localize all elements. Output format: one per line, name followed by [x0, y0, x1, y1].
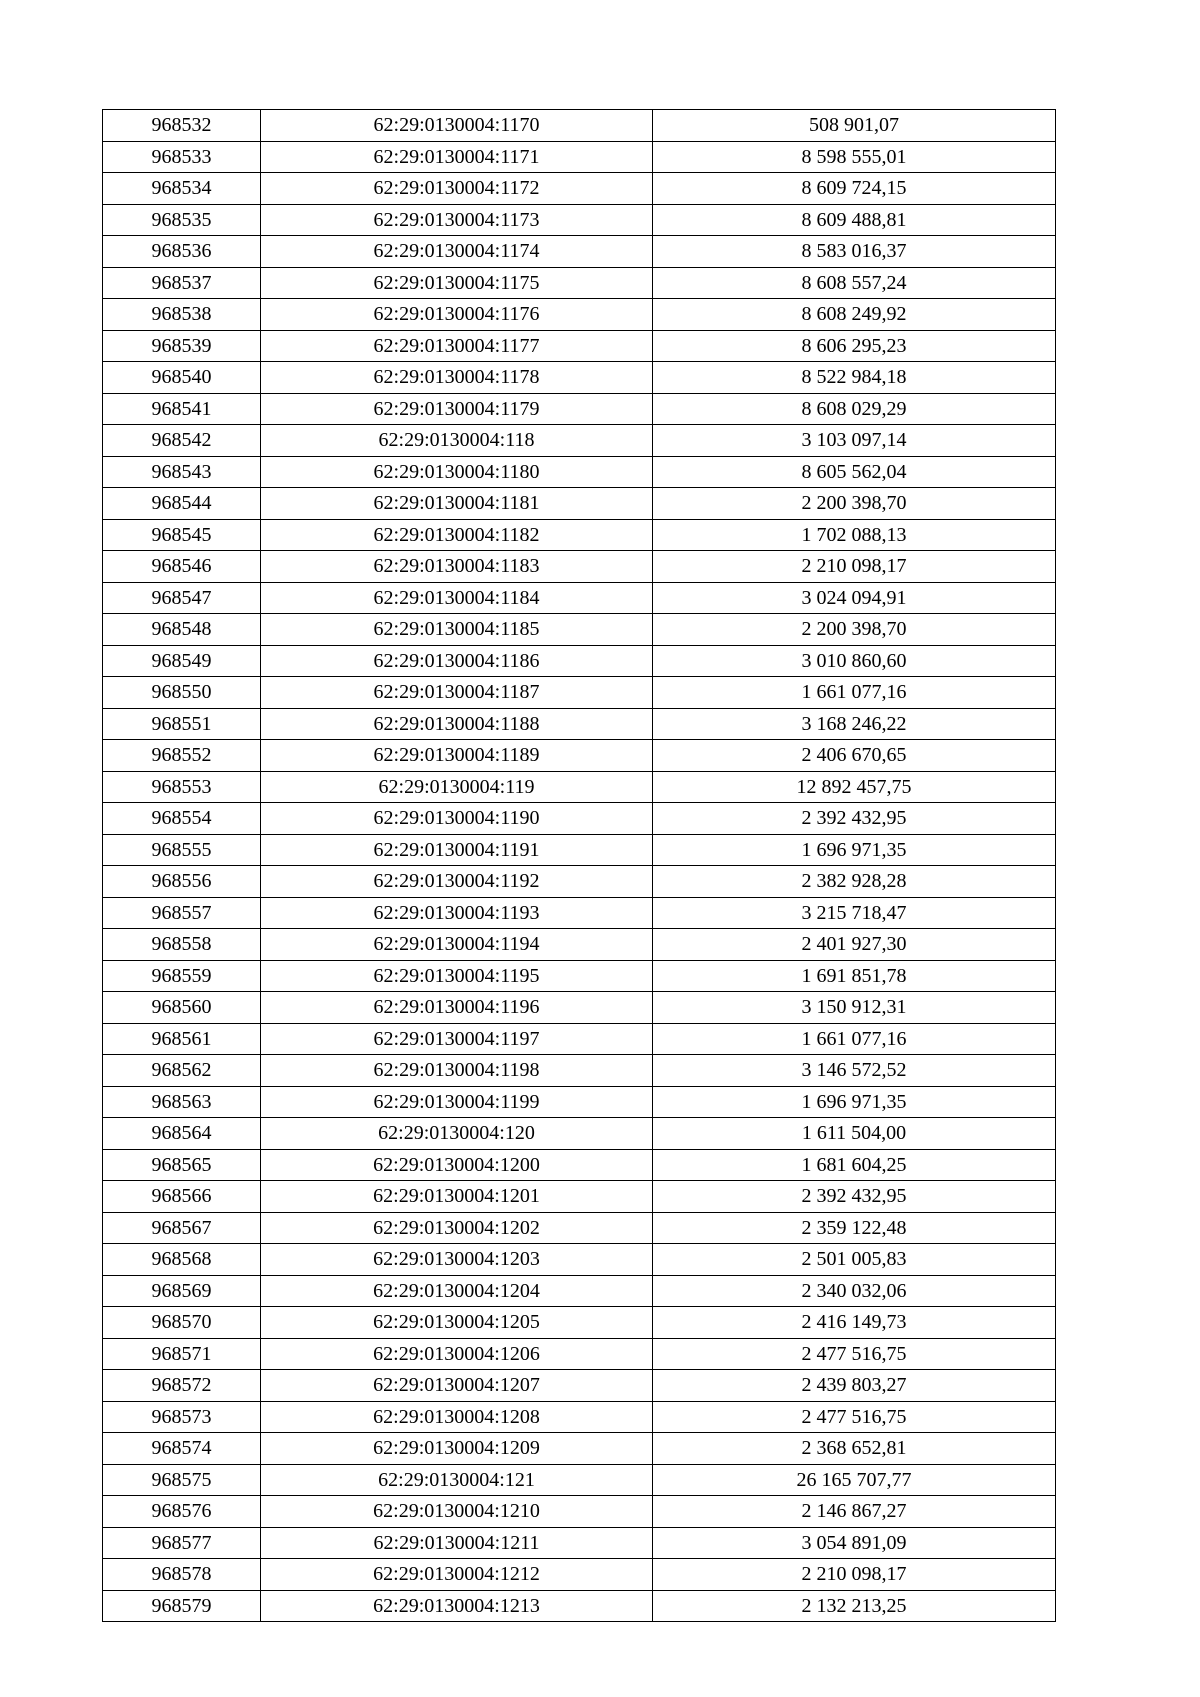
cadastral-number-cell: 62:29:0130004:1183 — [261, 551, 653, 583]
table-row — [103, 1496, 1056, 1528]
row-number-cell: 968539 — [103, 330, 261, 362]
value-cell: 8 608 029,29 — [653, 393, 1056, 425]
table-row — [103, 204, 1056, 236]
row-number-cell: 968575 — [103, 1464, 261, 1496]
table-row — [103, 1149, 1056, 1181]
table-row — [103, 929, 1056, 961]
row-number-cell: 968537 — [103, 267, 261, 299]
cadastral-number-cell: 62:29:0130004:1204 — [261, 1275, 653, 1307]
table-row — [103, 740, 1056, 772]
row-number-cell: 968533 — [103, 141, 261, 173]
cadastral-number-cell: 62:29:0130004:1185 — [261, 614, 653, 646]
table-row — [103, 110, 1056, 142]
cadastral-number-cell: 62:29:0130004:1179 — [261, 393, 653, 425]
cadastral-number-cell: 62:29:0130004:1181 — [261, 488, 653, 520]
row-number-cell: 968565 — [103, 1149, 261, 1181]
row-number-cell: 968566 — [103, 1181, 261, 1213]
value-cell: 3 215 718,47 — [653, 897, 1056, 929]
row-number-cell: 968541 — [103, 393, 261, 425]
value-cell: 26 165 707,77 — [653, 1464, 1056, 1496]
value-cell: 2 416 149,73 — [653, 1307, 1056, 1339]
row-number-cell: 968552 — [103, 740, 261, 772]
table-row — [103, 551, 1056, 583]
table-row — [103, 267, 1056, 299]
row-number-cell: 968532 — [103, 110, 261, 142]
table-row — [103, 992, 1056, 1024]
value-cell: 1 611 504,00 — [653, 1118, 1056, 1150]
table-row — [103, 897, 1056, 929]
row-number-cell: 968545 — [103, 519, 261, 551]
row-number-cell: 968549 — [103, 645, 261, 677]
value-cell: 8 605 562,04 — [653, 456, 1056, 488]
value-cell: 2 501 005,83 — [653, 1244, 1056, 1276]
value-cell: 2 401 927,30 — [653, 929, 1056, 961]
row-number-cell: 968559 — [103, 960, 261, 992]
cadastral-number-cell: 62:29:0130004:1194 — [261, 929, 653, 961]
row-number-cell: 968573 — [103, 1401, 261, 1433]
table-row — [103, 393, 1056, 425]
cadastral-number-cell: 62:29:0130004:1213 — [261, 1590, 653, 1622]
table-row — [103, 141, 1056, 173]
value-cell: 8 609 724,15 — [653, 173, 1056, 205]
value-cell: 8 608 557,24 — [653, 267, 1056, 299]
table-row — [103, 488, 1056, 520]
row-number-cell: 968563 — [103, 1086, 261, 1118]
value-cell: 8 608 249,92 — [653, 299, 1056, 331]
cadastral-number-cell: 62:29:0130004:1188 — [261, 708, 653, 740]
cadastral-number-cell: 62:29:0130004:1192 — [261, 866, 653, 898]
cadastral-number-cell: 62:29:0130004:1203 — [261, 1244, 653, 1276]
cadastral-number-cell: 62:29:0130004:1180 — [261, 456, 653, 488]
cadastral-number-cell: 62:29:0130004:1202 — [261, 1212, 653, 1244]
cadastral-value-table — [102, 109, 1056, 1622]
cadastral-number-cell: 62:29:0130004:1205 — [261, 1307, 653, 1339]
value-cell: 3 150 912,31 — [653, 992, 1056, 1024]
table-row — [103, 1244, 1056, 1276]
value-cell: 2 382 928,28 — [653, 866, 1056, 898]
value-cell: 1 696 971,35 — [653, 834, 1056, 866]
table-row — [103, 1181, 1056, 1213]
value-cell: 2 392 432,95 — [653, 803, 1056, 835]
row-number-cell: 968535 — [103, 204, 261, 236]
cadastral-number-cell: 62:29:0130004:1199 — [261, 1086, 653, 1118]
row-number-cell: 968551 — [103, 708, 261, 740]
row-number-cell: 968557 — [103, 897, 261, 929]
table-row — [103, 1401, 1056, 1433]
row-number-cell: 968572 — [103, 1370, 261, 1402]
table-row — [103, 614, 1056, 646]
cadastral-number-cell: 62:29:0130004:1170 — [261, 110, 653, 142]
value-cell: 8 583 016,37 — [653, 236, 1056, 268]
cadastral-number-cell: 62:29:0130004:1176 — [261, 299, 653, 331]
cadastral-number-cell: 62:29:0130004:118 — [261, 425, 653, 457]
cadastral-number-cell: 62:29:0130004:1190 — [261, 803, 653, 835]
table-row — [103, 866, 1056, 898]
table-row — [103, 1023, 1056, 1055]
value-cell: 1 661 077,16 — [653, 677, 1056, 709]
value-cell: 3 024 094,91 — [653, 582, 1056, 614]
row-number-cell: 968567 — [103, 1212, 261, 1244]
value-cell: 1 661 077,16 — [653, 1023, 1056, 1055]
row-number-cell: 968576 — [103, 1496, 261, 1528]
table-row — [103, 1307, 1056, 1339]
row-number-cell: 968544 — [103, 488, 261, 520]
row-number-cell: 968564 — [103, 1118, 261, 1150]
value-cell: 2 477 516,75 — [653, 1401, 1056, 1433]
row-number-cell: 968550 — [103, 677, 261, 709]
table-row — [103, 708, 1056, 740]
table-row — [103, 1212, 1056, 1244]
cadastral-number-cell: 62:29:0130004:1174 — [261, 236, 653, 268]
row-number-cell: 968570 — [103, 1307, 261, 1339]
value-cell: 3 103 097,14 — [653, 425, 1056, 457]
cadastral-number-cell: 62:29:0130004:1189 — [261, 740, 653, 772]
value-cell: 1 691 851,78 — [653, 960, 1056, 992]
row-number-cell: 968574 — [103, 1433, 261, 1465]
table-row — [103, 960, 1056, 992]
cadastral-number-cell: 62:29:0130004:1172 — [261, 173, 653, 205]
cadastral-number-cell: 62:29:0130004:1198 — [261, 1055, 653, 1087]
cadastral-number-cell: 62:29:0130004:1207 — [261, 1370, 653, 1402]
row-number-cell: 968569 — [103, 1275, 261, 1307]
row-number-cell: 968534 — [103, 173, 261, 205]
cadastral-number-cell: 62:29:0130004:1200 — [261, 1149, 653, 1181]
cadastral-number-cell: 62:29:0130004:1182 — [261, 519, 653, 551]
value-cell: 8 522 984,18 — [653, 362, 1056, 394]
value-cell: 3 054 891,09 — [653, 1527, 1056, 1559]
row-number-cell: 968547 — [103, 582, 261, 614]
value-cell: 8 606 295,23 — [653, 330, 1056, 362]
table-row — [103, 1590, 1056, 1622]
table-row — [103, 1370, 1056, 1402]
table-row — [103, 1433, 1056, 1465]
row-number-cell: 968542 — [103, 425, 261, 457]
value-cell: 3 146 572,52 — [653, 1055, 1056, 1087]
table-row — [103, 1275, 1056, 1307]
row-number-cell: 968561 — [103, 1023, 261, 1055]
table-row — [103, 645, 1056, 677]
value-cell: 2 359 122,48 — [653, 1212, 1056, 1244]
cadastral-number-cell: 62:29:0130004:1184 — [261, 582, 653, 614]
cadastral-number-cell: 62:29:0130004:1191 — [261, 834, 653, 866]
cadastral-number-cell: 62:29:0130004:1211 — [261, 1527, 653, 1559]
value-cell: 2 200 398,70 — [653, 488, 1056, 520]
row-number-cell: 968548 — [103, 614, 261, 646]
cadastral-number-cell: 62:29:0130004:1178 — [261, 362, 653, 394]
row-number-cell: 968562 — [103, 1055, 261, 1087]
row-number-cell: 968560 — [103, 992, 261, 1024]
value-cell: 8 598 555,01 — [653, 141, 1056, 173]
cadastral-number-cell: 62:29:0130004:1197 — [261, 1023, 653, 1055]
table-row — [103, 677, 1056, 709]
cadastral-number-cell: 62:29:0130004:1209 — [261, 1433, 653, 1465]
value-cell: 2 368 652,81 — [653, 1433, 1056, 1465]
row-number-cell: 968538 — [103, 299, 261, 331]
table-row — [103, 236, 1056, 268]
value-cell: 508 901,07 — [653, 110, 1056, 142]
cadastral-number-cell: 62:29:0130004:1171 — [261, 141, 653, 173]
cadastral-number-cell: 62:29:0130004:1186 — [261, 645, 653, 677]
cadastral-number-cell: 62:29:0130004:1212 — [261, 1559, 653, 1591]
value-cell: 12 892 457,75 — [653, 771, 1056, 803]
row-number-cell: 968577 — [103, 1527, 261, 1559]
cadastral-number-cell: 62:29:0130004:1201 — [261, 1181, 653, 1213]
table-row — [103, 1055, 1056, 1087]
row-number-cell: 968578 — [103, 1559, 261, 1591]
row-number-cell: 968553 — [103, 771, 261, 803]
table-body — [103, 110, 1056, 1622]
value-cell: 2 439 803,27 — [653, 1370, 1056, 1402]
table-row — [103, 456, 1056, 488]
row-number-cell: 968543 — [103, 456, 261, 488]
cadastral-number-cell: 62:29:0130004:1173 — [261, 204, 653, 236]
table-row — [103, 425, 1056, 457]
value-cell: 2 200 398,70 — [653, 614, 1056, 646]
table-row — [103, 582, 1056, 614]
table-row — [103, 1559, 1056, 1591]
table-row — [103, 1118, 1056, 1150]
table-row — [103, 1338, 1056, 1370]
value-cell: 2 406 670,65 — [653, 740, 1056, 772]
cadastral-number-cell: 62:29:0130004:1177 — [261, 330, 653, 362]
row-number-cell: 968558 — [103, 929, 261, 961]
row-number-cell: 968546 — [103, 551, 261, 583]
table-row — [103, 330, 1056, 362]
value-cell: 2 210 098,17 — [653, 1559, 1056, 1591]
value-cell: 8 609 488,81 — [653, 204, 1056, 236]
cadastral-number-cell: 62:29:0130004:1206 — [261, 1338, 653, 1370]
row-number-cell: 968555 — [103, 834, 261, 866]
value-cell: 2 340 032,06 — [653, 1275, 1056, 1307]
cadastral-number-cell: 62:29:0130004:1210 — [261, 1496, 653, 1528]
table-row — [103, 173, 1056, 205]
cadastral-number-cell: 62:29:0130004:121 — [261, 1464, 653, 1496]
table-row — [103, 834, 1056, 866]
row-number-cell: 968536 — [103, 236, 261, 268]
row-number-cell: 968571 — [103, 1338, 261, 1370]
table-row — [103, 771, 1056, 803]
value-cell: 2 132 213,25 — [653, 1590, 1056, 1622]
table-row — [103, 299, 1056, 331]
cadastral-number-cell: 62:29:0130004:120 — [261, 1118, 653, 1150]
value-cell: 3 168 246,22 — [653, 708, 1056, 740]
cadastral-number-cell: 62:29:0130004:1208 — [261, 1401, 653, 1433]
value-cell: 1 681 604,25 — [653, 1149, 1056, 1181]
value-cell: 1 696 971,35 — [653, 1086, 1056, 1118]
table-row — [103, 1086, 1056, 1118]
value-cell: 2 392 432,95 — [653, 1181, 1056, 1213]
cadastral-number-cell: 62:29:0130004:1187 — [261, 677, 653, 709]
table-row — [103, 362, 1056, 394]
cadastral-number-cell: 62:29:0130004:1195 — [261, 960, 653, 992]
value-cell: 2 210 098,17 — [653, 551, 1056, 583]
table-row — [103, 519, 1056, 551]
cadastral-number-cell: 62:29:0130004:1196 — [261, 992, 653, 1024]
value-cell: 2 477 516,75 — [653, 1338, 1056, 1370]
table-row — [103, 1527, 1056, 1559]
row-number-cell: 968568 — [103, 1244, 261, 1276]
value-cell: 3 010 860,60 — [653, 645, 1056, 677]
table-row — [103, 803, 1056, 835]
cadastral-number-cell: 62:29:0130004:1193 — [261, 897, 653, 929]
row-number-cell: 968579 — [103, 1590, 261, 1622]
value-cell: 2 146 867,27 — [653, 1496, 1056, 1528]
cadastral-number-cell: 62:29:0130004:1175 — [261, 267, 653, 299]
row-number-cell: 968540 — [103, 362, 261, 394]
value-cell: 1 702 088,13 — [653, 519, 1056, 551]
cadastral-number-cell: 62:29:0130004:119 — [261, 771, 653, 803]
row-number-cell: 968556 — [103, 866, 261, 898]
row-number-cell: 968554 — [103, 803, 261, 835]
table-row — [103, 1464, 1056, 1496]
